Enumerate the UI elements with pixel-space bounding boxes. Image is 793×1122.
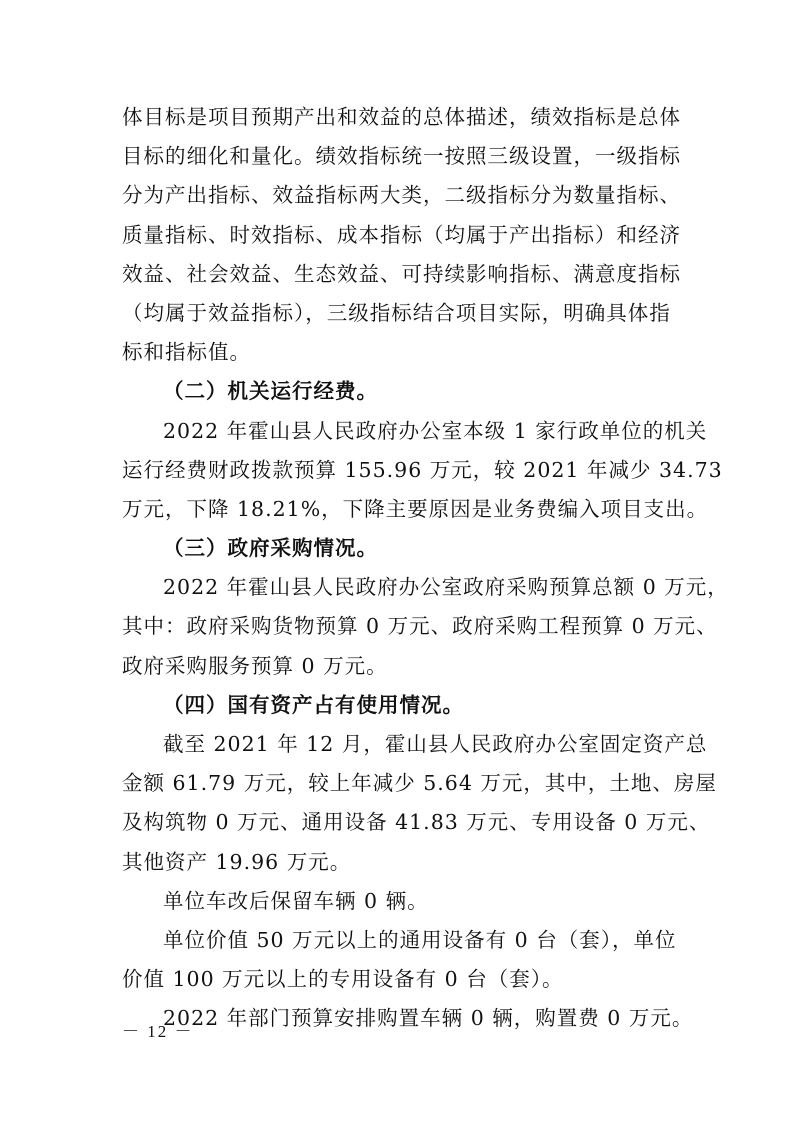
- text-line: 体目标是项目预期产出和效益的总体描述，绩效指标是总体: [122, 105, 681, 129]
- text-line: 单位车改后保留车辆 0 辆。: [163, 888, 429, 913]
- text-line: 价值 100 万元以上的专用设备有 0 台（套）。: [122, 967, 564, 992]
- text-line: 2022 年霍山县人民政府办公室政府采购预算总额 0 万元，: [163, 575, 729, 600]
- body-text: [122, 98, 729, 1039]
- text-line: 政府采购服务预算 0 万元。: [122, 653, 388, 678]
- text-line: 2022 年部门预算安排购置车辆 0 辆，购置费 0 万元。: [163, 1006, 694, 1031]
- text-line: 2022 年霍山县人民政府办公室本级 1 家行政单位的机关: [163, 418, 708, 443]
- section-heading: （四）国有资产占有使用情况。: [163, 692, 464, 717]
- text-line: 及构筑物 0 万元、通用设备 41.83 万元、专用设备 0 万元、: [122, 810, 711, 835]
- text-line: 万元，下降 18.21%，下降主要原因是业务费编入项目支出。: [122, 496, 709, 521]
- text-line: 质量指标、时效指标、成本指标（均属于产出指标）和经济: [122, 222, 681, 247]
- section-heading: （三）政府采购情况。: [163, 536, 378, 561]
- text-line: 金额 61.79 万元，较上年减少 5.64 万元，其中，土地、房屋: [122, 771, 717, 796]
- text-line: （均属于效益指标），三级指标结合项目实际，明确具体指: [122, 300, 671, 325]
- page-number: － 12 －: [122, 1022, 194, 1041]
- section-heading: （二）机关运行经费。: [163, 379, 378, 404]
- text-line: 其中：政府采购货物预算 0 万元、政府采购工程预算 0 万元、: [122, 614, 718, 639]
- text-line: 运行经费财政拨款预算 155.96 万元，较 2021 年减少 34.73: [122, 457, 723, 482]
- text-line: 其他资产 19.96 万元。: [122, 849, 352, 874]
- text-line: 单位价值 50 万元以上的通用设备有 0 台（套），单位: [163, 927, 677, 952]
- text-line: 截至 2021 年 12 月，霍山县人民政府办公室固定资产总: [163, 732, 708, 756]
- text-line: 目标的细化和量化。绩效指标统一按照三级设置，一级指标: [122, 144, 681, 169]
- text-line: 标和指标值。: [122, 340, 251, 365]
- text-line: 效益、社会效益、生态效益、可持续影响指标、满意度指标: [122, 261, 681, 286]
- text-line: 分为产出指标、效益指标两大类，二级指标分为数量指标、: [122, 183, 681, 208]
